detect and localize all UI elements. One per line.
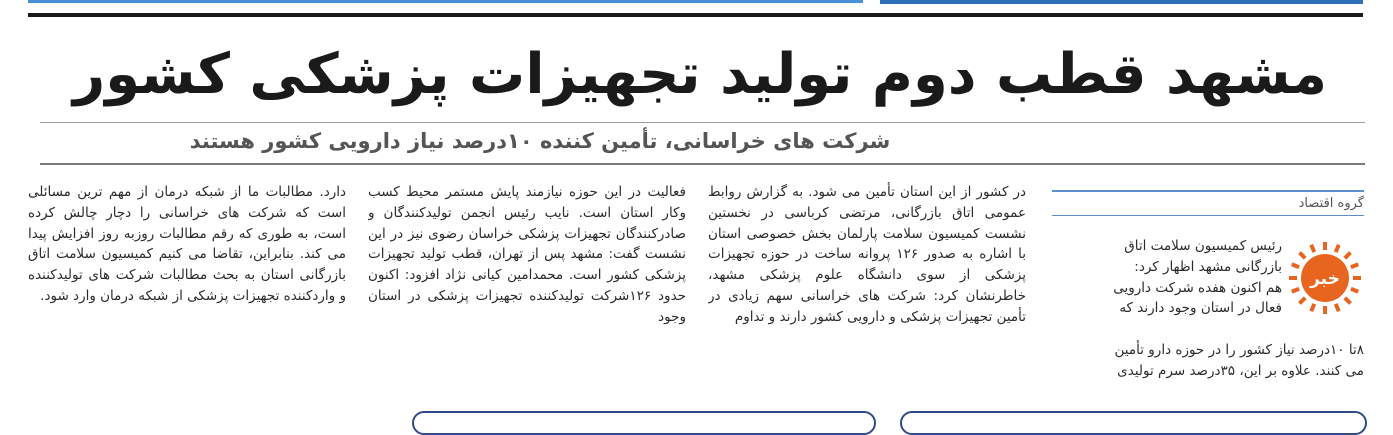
badge-tick: [1336, 304, 1339, 311]
lead-paragraph-continued: [1052, 340, 1364, 382]
badge-tick: [1311, 245, 1314, 252]
article-column-4: [28, 182, 346, 390]
news-badge-label: خبر: [1310, 269, 1340, 289]
column-text: دارد. مطالبات ما از شبکه درمان از مهم ترین مسائلی است که شرکت های خراسانی را دچار چالش کرده است، به طوری که رقم مطالبات روزبه روز افزایش پیدا می کند. بنابراین، تقاضا می کنیم کمیسیون سلامت اتاق بازرگانی استان به بحث مطالبات شرکت های تولیدکننده و واردکننده تجهیزات پزشکی از شبکه درمان وارد شود.: [28, 184, 346, 304]
section-rule-top: [1052, 190, 1364, 192]
header-rule: [28, 13, 1363, 17]
column-text: در کشور از این استان تأمین می شود. به گزارش روابط عمومی اتاق بازرگانی، مرتضی کرباسی در نخستین نشست کمیسیون سلامت پارلمان بخش خصوصی استان با اشاره به صدور ۱۲۶ پروانه ساخت در حوزه تجهیزات پزشکی از سوی دانشگاه علوم پزشکی مشهد، خاطرنشان کرد: شرکت های خراسانی سهم زیادی در تأمین تجهیزات پزشکی و دارویی کشور دارند و تداوم: [708, 184, 1026, 325]
badge-tick: [1311, 304, 1314, 311]
badge-tick: [1336, 245, 1339, 252]
badge-tick: [1351, 289, 1358, 292]
badge-tick: [1345, 253, 1351, 259]
badge-tick: [1351, 264, 1358, 267]
lead-paragraph: [1052, 236, 1282, 319]
badge-tick: [1345, 298, 1351, 304]
section-rule-bottom: [1052, 215, 1364, 216]
article-column-3: [368, 182, 686, 390]
subheadline-divider: [40, 163, 1365, 165]
section-label: گروه اقتصاد: [1298, 196, 1364, 211]
article-column-2: [708, 182, 1026, 390]
lead-line: ۸تا ۱۰درصد نیاز کشور را در حوزه دارو تأمین: [1114, 342, 1364, 358]
next-article-frame-left: [412, 411, 876, 435]
next-article-frame-right: [900, 411, 1367, 435]
lead-line: هم اکنون هفده شرکت دارویی: [1113, 279, 1282, 296]
news-badge-icon: [1287, 240, 1363, 316]
lead-line: رئیس کمیسیون سلامت اتاق: [1124, 238, 1282, 254]
headline-divider: [40, 122, 1365, 123]
badge-tick: [1300, 253, 1306, 259]
top-accent-rule-left: [28, 0, 863, 3]
lead-line: فعال در استان وجود دارند که: [1119, 300, 1282, 317]
top-accent-rule-right: [880, 0, 1363, 4]
lead-line: بازرگانی مشهد اظهار کرد:: [1134, 258, 1282, 275]
page-title: مشهد قطب دوم تولید تجهیزات پزشکی کشور: [73, 42, 1327, 107]
subheadline: شرکت های خراسانی، تأمین کننده ۱۰درصد نیاز دارویی کشور هستند: [189, 129, 891, 153]
badge-tick: [1292, 289, 1299, 292]
lead-line: می کنند. علاوه بر این، ۳۵درصد سرم تولیدی: [1117, 362, 1364, 379]
column-text: فعالیت در این حوزه نیازمند پایش مستمر محیط کسب وکار استان است. نایب رئیس انجمن تولیدکنندگان و صادرکنندگان تجهیزات پزشکی خراسان رضوی نیز در این نشست گفت: مشهد پس از تهران، قطب تولید تجهیزات پزشکی کشور است. محمدامین کیانی نژاد افزود: اکنون حدود ۱۲۶شرکت تولیدکننده تجهیزات پزشکی در استان وجود: [368, 184, 686, 325]
badge-tick: [1292, 264, 1299, 267]
badge-tick: [1300, 298, 1306, 304]
